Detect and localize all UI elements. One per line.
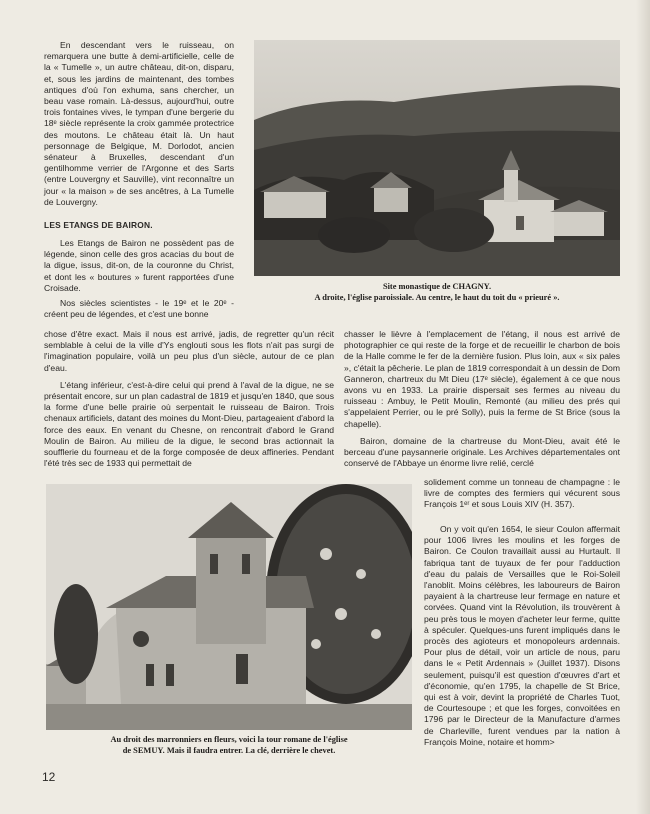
page-edge-shadow: [636, 0, 650, 814]
paragraph-tumelle: En descendant vers le ruisseau, on remarquera une butte à demi-artificielle, celle de la « Tumelle », un autre château, dit-on, disparu, et, sous les jardins de maintenant, des tombes antiques d'où l'on exhuma, sans chercher, un beau vase romain. Là-dessus, aujourd'hui, outre trois fontaines vives, le tympan d'une bergerie du 18ᵉ siècle représente la croix gammée protectrice des moutons. Le château était là. Un haut personnage de Belgique, M. Dorlodot, ancien sénateur à Bruxelles, descendant d'un gentilhomme verrier de l'Argonne et des Sarts (entre Louvergny et Sauville), vint reconnaître un jour « la maison » de ses ancêtres, à La Tumelle de Louvergny.: [44, 40, 234, 207]
right-column-bottom: [424, 524, 620, 748]
page-number: 12: [42, 770, 56, 784]
left-column-top: [44, 40, 234, 320]
caption-chagny-line2: A droite, l'église paroissiale. Au centre, le haut du toit du « prieuré ».: [314, 293, 560, 302]
caption-semuy-line1: Au droit des marronniers en fleurs, voici la tour romane de l'église: [110, 735, 348, 744]
paragraph-coulon: On y voit qu'en 1654, le sieur Coulon affermait pour 1006 livres les moulins et les forges de Bairon. Ce Coulon travaillait aussi au Hurtault. Il fabriqua tant de tuyaux de fer pour l'adduction d'eau du palais de Versailles que le Roi-Soleil l'anoblit. Moins célèbres, les laboureurs de Bairon payaient à la chartreuse leur fermage en nature et corvées. Quand vint la Révolution, ils trouvèrent à peu près tous le moyen d'acheter leur ferme, quitte à spéculer. Quelques-uns furent impliqués dans le procès des agioteurs et monopoleurs ardennais. Pour plus de détail, voir un article de nous, paru dans le « Petit Ardennais » (Juillet 1937). Disons seulement, puisqu'il est question d'œuvres d'art et d'économie, qu'en 1795, la chapelle de St Brice, qui est à voir, devint la propriété de Charles Tuot, de Courtesoupe ; et que les forges, convoitées en 1796 par le Directeur de la Manufacture d'armes de Charleville, furent vendues par la nation à François Moine, notaire et homm>: [424, 524, 620, 747]
photo-semuy-church: [46, 484, 412, 730]
paragraph-siecles-start: Nos siècles scientistes - le 19ᵉ et le 20ᵉ - créent peu de légendes, et c'est une bonne: [44, 298, 234, 320]
paragraph-etang-inferieur: L'étang inférieur, c'est-à-dire celui qui prend à l'aval de la digue, ne se présentait encore, sur un plan cadastral de 1819 et jusqu'en 1840, que sous la forme d'une belle prairie où serpentait le ruisseau de Bairon. Trois chenaux artificiels, datant des moines du Mont-Dieu, partageaient d'abord la force des eaux. En venant du Chesne, on rencontrait d'abord le Grand Moulin de Bairon. Au milieu de la digue, le second bras actionnait la soufflerie du fourneau et de la forge composée de deux affineries. Pendant l'été très sec de 1933 qui permettait de: [44, 379, 334, 469]
paragraph-siecles-end: chose d'être exact. Mais il nous est arrivé, jadis, de regretter qu'un récit semblable à celui de la ville d'Ys englouti sous les flots n'ait pas surgi de l'imagination populaire, voilà un peu plus d'un siècle, autour de ce plan d'eau.: [44, 329, 334, 373]
paragraph-forge: chasser le lièvre à l'emplacement de l'étang, il nous est arrivé de photographier ce qui reste de la forge et de recueillir le charbon de bois de la Halle comme le fer de la dernière fusion. Plus loin, aux « six pales », c'était la pêcherie. Le plan de 1819 correspondait à un dessin de Dom Ganneron, chartreux du Mt Dieu (17ᵉ siècle), également à ce que nous avons vu en 1933. La prairie dispersait ses fermes au niveau du ruisseau : Ambuy, le Petit Moulin, Remonté (au milieu des prés qui s'appelaient Perrier, ou le pré Solly), puis la ferme de St Brice (sous la chapelle).: [344, 329, 620, 429]
paragraph-livre-comptes: solidement comme un tonneau de champagne : le livre de comptes des fermiers qui vécurent sous François 1ᵉʳ et sous Louis XIV (H. 357).: [424, 477, 620, 510]
right-column-livre: [424, 477, 620, 511]
caption-semuy-line2: de SEMUY. Mais il faudra entrer. La clé, derrière le chevet.: [122, 746, 336, 755]
photo-chagny-illustration: [254, 40, 620, 276]
caption-chagny: [254, 281, 620, 303]
section-heading-etangs: LES ETANGS DE BAIRON.: [44, 220, 153, 231]
caption-chagny-line1: Site monastique de CHAGNY.: [382, 282, 492, 291]
right-column-middle: [344, 329, 620, 469]
paragraph-etangs-legende: Les Etangs de Bairon ne possèdent pas de légende, sinon celle des gros acacias du bout de la digue, issus, dit-on, de la couronne du Christ, et dont les « boutures » furent rapportées d'une Croisade.: [44, 238, 234, 293]
left-column-middle: [44, 329, 334, 469]
photo-semuy-illustration: [46, 484, 412, 730]
paragraph-bairon-domaine: Bairon, domaine de la chartreuse du Mont-Dieu, avait été le berceau d'une paysannerie originale. Les Archives départementales ont conservé de l'Abbaye un énorme livre relié, cerclé: [344, 435, 620, 469]
photo-chagny-monastic-site: [254, 40, 620, 276]
caption-semuy: [46, 734, 412, 756]
